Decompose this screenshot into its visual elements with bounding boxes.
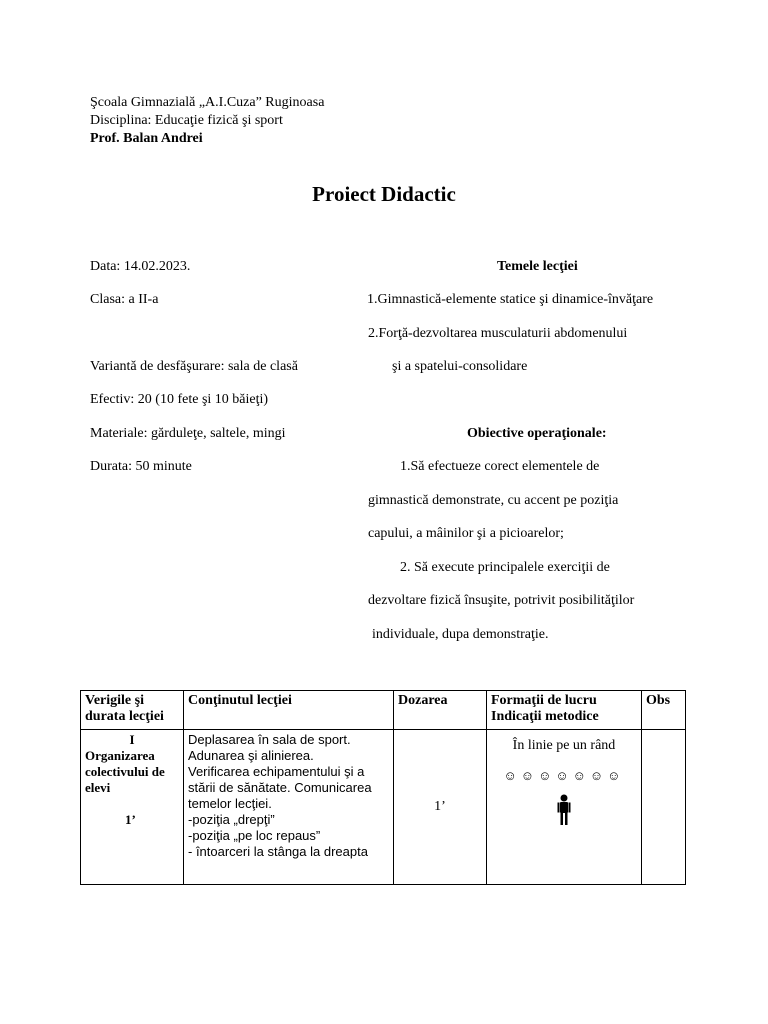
- objectives-heading: Obiective operaţionale:: [467, 426, 607, 441]
- header-formation: Formaţii de lucru Indicaţii metodice: [487, 691, 642, 730]
- lesson-variant: Variantă de desfăşurare: sala de clasă: [90, 359, 298, 374]
- objective-1-line-3: capului, a mâinilor şi a picioarelor;: [368, 526, 564, 541]
- lesson-count: Efectiv: 20 (10 fete şi 10 băieţi): [90, 392, 269, 407]
- formation-text: În linie pe un rând: [512, 738, 616, 753]
- header-obs: Obs: [642, 691, 686, 730]
- lesson-materials: Materiale: gărduleţe, saltele, mingi: [90, 426, 286, 441]
- objective-2-line-3: individuale, dupa demonstraţie.: [372, 627, 549, 642]
- stage-name: Organizarea colectivului de elevi: [85, 748, 165, 795]
- theme-item-1: 1.Gimnastică-elemente statice şi dinamice-învăţare: [367, 292, 654, 307]
- stage-number: I: [129, 732, 135, 747]
- header-stages: Verigile şi durata lecţiei: [81, 691, 184, 730]
- teacher-figure-icon: [556, 794, 572, 826]
- lesson-table: [80, 690, 686, 885]
- objective-2-line-2: dezvoltare fizică însuşite, potrivit posibilităţilor: [368, 593, 635, 608]
- table-header-row: [81, 691, 686, 730]
- content-cell: Deplasarea în sala de sport. Adunarea şi alinierea. Verificarea echipamentului şi a stării de sănătate. Comunicarea temelor lecţiei. -poziţia „drepţi” -poziţia „pe loc repaus” - întoarceri la stânga la dreapta: [184, 730, 394, 885]
- theme-item-2-cont: şi a spatelui-consolidare: [392, 359, 528, 374]
- objective-2-line-1: 2. Să execute principalele exerciţii de: [400, 560, 610, 575]
- header-content: Conţinutul lecţiei: [184, 691, 394, 730]
- lesson-duration: Durata: 50 minute: [90, 459, 192, 474]
- discipline: Disciplina: Educaţie fizică şi sport: [90, 113, 283, 128]
- lesson-class: Clasa: a II-a: [90, 292, 159, 307]
- formation-cell: [487, 730, 642, 885]
- dosage-value: 1’: [434, 799, 446, 814]
- stage-cell: [81, 730, 184, 885]
- teacher-name: Prof. Balan Andrei: [90, 131, 203, 146]
- obs-cell: [642, 730, 686, 885]
- students-row-icon: ☺☺☺☺☺☺☺: [503, 768, 625, 783]
- stage-time: 1’: [125, 812, 136, 827]
- themes-heading: Temele lecţiei: [497, 259, 578, 274]
- theme-item-2: 2.Forţă-dezvoltarea musculaturii abdomenului: [368, 326, 628, 341]
- objective-1-line-1: 1.Să efectueze corect elementele de: [400, 459, 600, 474]
- header-dosage: Dozarea: [394, 691, 487, 730]
- table-row: [81, 730, 686, 885]
- objective-1-line-2: gimnastică demonstrate, cu accent pe poziţia: [368, 493, 619, 508]
- page-title: Proiect Didactic: [312, 182, 456, 206]
- school-name: Şcoala Gimnazială „A.I.Cuza” Ruginoasa: [90, 95, 325, 110]
- dosage-cell: [394, 730, 487, 885]
- lesson-date: Data: 14.02.2023.: [90, 259, 191, 274]
